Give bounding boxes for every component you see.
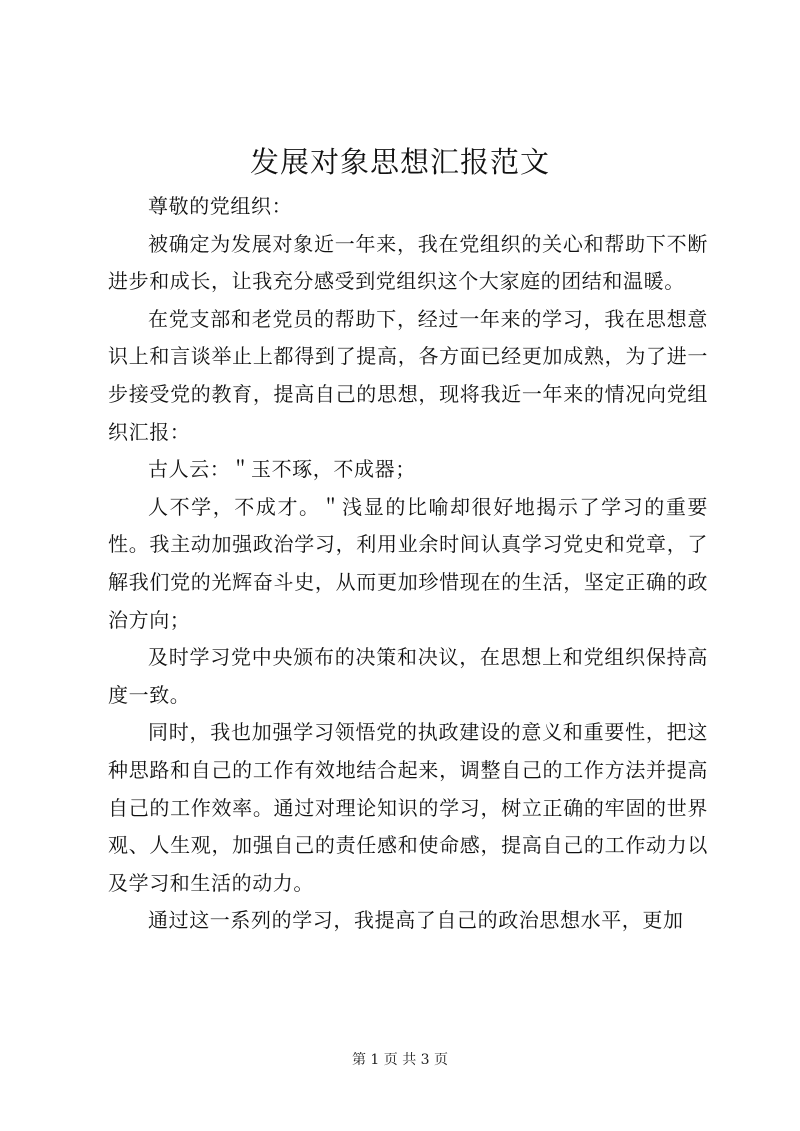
paragraph: 古人云：＂玉不琢，不成器； [148,457,416,482]
paragraph: 在党支部和老党员的帮助下，经过一年来的学习，我在思想意识上和言谈举止上都得到了提高，各方面已经更加成熟，为了进一步接受党的教育，提高自己的思想，现将我近一年来的情况向党组织汇报： [108,306,708,444]
document-body [108,188,708,940]
paragraph: 同时，我也加强学习领悟党的执政建设的意义和重要性，把这种思路和自己的工作有效地结合起来，调整自己的工作方法并提高自己的工作效率。通过对理论知识的学习，树立正确的牢固的世界观、人生观，加强自己的责任感和使命感，提高自己的工作动力以及学习和生活的动力。 [108,720,708,895]
paragraph: 人不学，不成才。＂浅显的比喻却很好地揭示了学习的重要性。我主动加强政治学习，利用业余时间认真学习党史和党章，了解我们党的光辉奋斗史，从而更加珍惜现在的生活，坚定正确的政治方向； [108,494,708,632]
paragraph: 及时学习党中央颁布的决策和决议，在思想上和党组织保持高度一致。 [108,645,708,707]
page-number-footer: 第 1 页 共 3 页 [351,1052,449,1068]
paragraph: 被确定为发展对象近一年来，我在党组织的关心和帮助下不断进步和成长，让我充分感受到党组织这个大家庭的团结和温暖。 [108,231,708,294]
paragraph: 通过这一系列的学习，我提高了自己的政治思想水平，更加 [148,908,684,933]
document-title: 发展对象思想汇报范文 [249,145,550,179]
paragraph-salutation: 尊敬的党组织： [148,194,293,218]
